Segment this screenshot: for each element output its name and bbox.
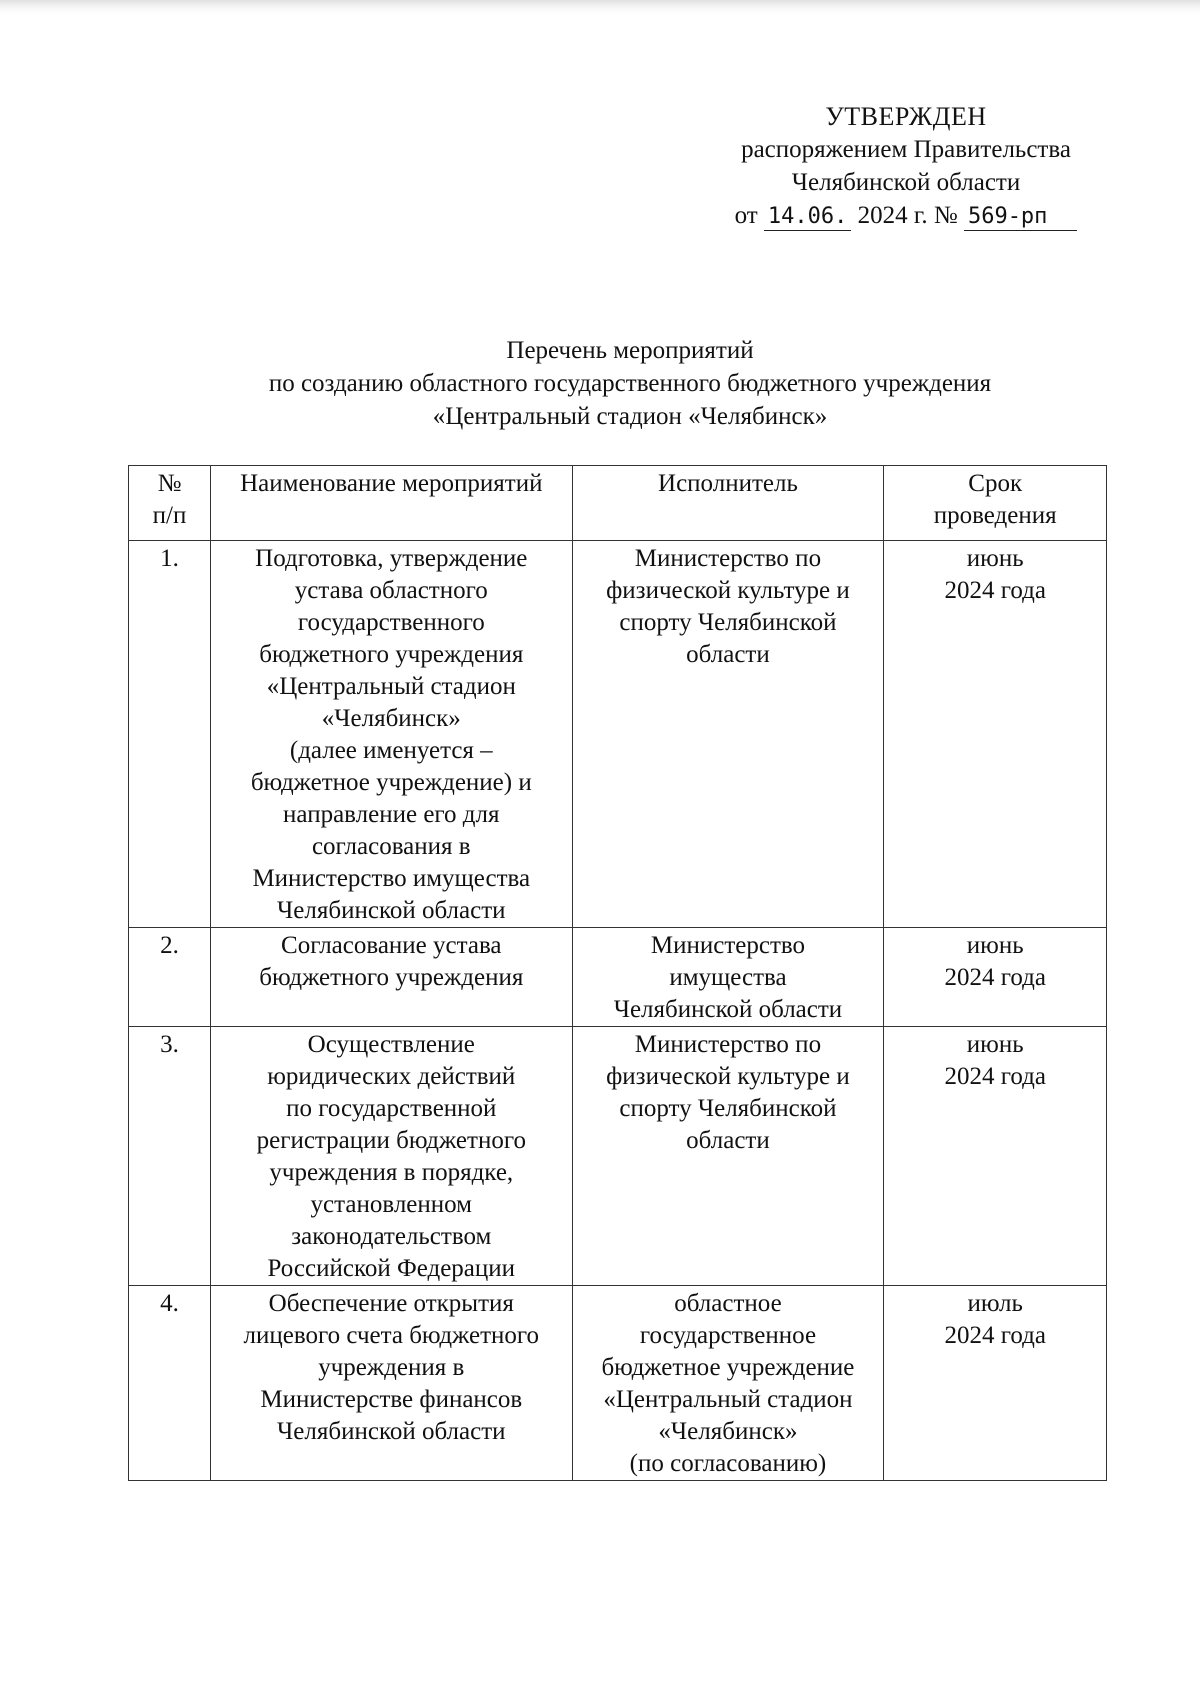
cell-executor-line: области xyxy=(686,641,770,668)
header-executor xyxy=(572,466,884,541)
cell-name-line: по государственной xyxy=(286,1095,497,1122)
cell-name-line: Российской Федерации xyxy=(267,1255,516,1282)
table-row xyxy=(129,1027,1107,1286)
cell-name-line: лицевого счета бюджетного xyxy=(243,1322,540,1349)
header-executor-text: Исполнитель xyxy=(658,470,798,497)
date-year: 2024 г. № xyxy=(857,202,958,229)
cell-name-line: учреждения в xyxy=(318,1354,465,1381)
header-term-line-1: Срок xyxy=(968,470,1023,497)
cell-executor-line: областное xyxy=(674,1290,782,1317)
scan-edge xyxy=(0,0,1200,14)
cell-number xyxy=(129,928,211,1027)
cell-name-line: бюджетного учреждения xyxy=(259,964,524,991)
cell-number xyxy=(129,1286,211,1481)
cell-term-line: июнь xyxy=(966,932,1024,959)
cell-term-line: 2024 года xyxy=(944,1063,1046,1090)
cell-name-line: «Центральный стадион xyxy=(266,673,516,700)
cell-name xyxy=(211,928,572,1027)
cell-name-line: учреждения в порядке, xyxy=(269,1159,514,1186)
cell-executor-line: «Челябинск» xyxy=(658,1418,798,1445)
cell-number-text: 1. xyxy=(160,545,179,572)
cell-name xyxy=(211,1286,572,1481)
cell-term-line: июнь xyxy=(966,545,1024,572)
cell-number xyxy=(129,1027,211,1286)
table-body xyxy=(129,541,1107,1481)
cell-executor-line: имущества xyxy=(669,964,787,991)
date-prefix: от xyxy=(734,202,758,229)
header-term-line-2: проведения xyxy=(933,502,1057,529)
cell-executor-line: физической культуре и xyxy=(606,1063,850,1090)
approval-block xyxy=(706,100,1106,232)
cell-executor-line: спорту Челябинской xyxy=(619,609,837,636)
cell-term-line: июнь xyxy=(966,1031,1024,1058)
cell-name-line: Министерстве финансов xyxy=(260,1386,523,1413)
cell-term-line: 2024 года xyxy=(944,964,1046,991)
cell-executor-line: физической культуре и xyxy=(606,577,850,604)
cell-executor-line: области xyxy=(686,1127,770,1154)
cell-name-line: направление его для xyxy=(283,801,500,828)
cell-number-text: 2. xyxy=(160,932,179,959)
approval-title: УТВЕРЖДЕН xyxy=(825,102,987,131)
cell-number xyxy=(129,541,211,928)
cell-term-line: 2024 года xyxy=(944,1322,1046,1349)
cell-term xyxy=(884,1027,1107,1286)
table-header-row xyxy=(129,466,1107,541)
document-heading xyxy=(150,334,1110,433)
table-row xyxy=(129,1286,1107,1481)
date-value: 14.06. xyxy=(764,204,851,231)
header-number-line-1: № xyxy=(157,470,182,497)
cell-executor-line: Министерство xyxy=(650,932,806,959)
cell-name-line: бюджетного учреждения xyxy=(259,641,524,668)
cell-name-line: бюджетное учреждение) и xyxy=(250,769,532,796)
header-number-line-2: п/п xyxy=(152,502,187,529)
cell-name-line: законодательством xyxy=(291,1223,492,1250)
cell-executor-line: (по согласованию) xyxy=(629,1450,827,1477)
approval-line-1: распоряжением Правительства xyxy=(741,136,1071,163)
cell-executor-line: государственное xyxy=(639,1322,817,1349)
heading-line-1: Перечень мероприятий xyxy=(506,337,754,364)
cell-name-line: Согласование устава xyxy=(281,932,502,959)
cell-term xyxy=(884,541,1107,928)
cell-name-line: «Челябинск» xyxy=(321,705,461,732)
cell-name-line: устава областного xyxy=(294,577,488,604)
cell-number-text: 4. xyxy=(160,1290,179,1317)
cell-name-line: Осуществление xyxy=(307,1031,475,1058)
events-table xyxy=(128,465,1107,1481)
cell-name xyxy=(211,1027,572,1286)
cell-term-line: июль xyxy=(967,1290,1023,1317)
cell-name-line: (далее именуется – xyxy=(289,737,493,764)
cell-term xyxy=(884,928,1107,1027)
header-term xyxy=(884,466,1107,541)
cell-executor-line: Министерство по xyxy=(634,1031,822,1058)
table-row xyxy=(129,928,1107,1027)
cell-name-line: регистрации бюджетного xyxy=(256,1127,526,1154)
cell-name-line: Подготовка, утверждение xyxy=(255,545,528,572)
cell-name-line: Челябинской области xyxy=(277,897,506,924)
cell-executor xyxy=(572,928,884,1027)
cell-name xyxy=(211,541,572,928)
cell-name-line: Обеспечение открытия xyxy=(268,1290,514,1317)
cell-term xyxy=(884,1286,1107,1481)
cell-executor-line: Министерство по xyxy=(634,545,822,572)
heading-line-3: «Центральный стадион «Челябинск» xyxy=(432,403,828,430)
cell-executor-line: Челябинской области xyxy=(613,996,843,1023)
cell-name-line: Министерство имущества xyxy=(252,865,531,892)
cell-executor-line: спорту Челябинской xyxy=(619,1095,837,1122)
cell-executor xyxy=(572,1027,884,1286)
cell-executor xyxy=(572,1286,884,1481)
approval-date-line xyxy=(706,199,1106,232)
cell-term-line: 2024 года xyxy=(944,577,1046,604)
header-number xyxy=(129,466,211,541)
cell-executor xyxy=(572,541,884,928)
heading-line-2: по созданию областного государственного бюджетного учреждения xyxy=(268,370,992,397)
cell-number-text: 3. xyxy=(160,1031,179,1058)
order-number: 569-рп xyxy=(964,204,1077,231)
cell-executor-line: «Центральный стадион xyxy=(603,1386,853,1413)
cell-name-line: установленном xyxy=(310,1191,472,1218)
table-row xyxy=(129,541,1107,928)
approval-line-2: Челябинской области xyxy=(791,169,1021,196)
cell-name-line: Челябинской области xyxy=(277,1418,506,1445)
cell-name-line: юридических действий xyxy=(267,1063,516,1090)
cell-executor-line: бюджетное учреждение xyxy=(601,1354,855,1381)
header-name-text: Наименование мероприятий xyxy=(240,470,543,497)
cell-name-line: согласования в xyxy=(311,833,471,860)
cell-name-line: государственного xyxy=(297,609,485,636)
header-name xyxy=(211,466,572,541)
